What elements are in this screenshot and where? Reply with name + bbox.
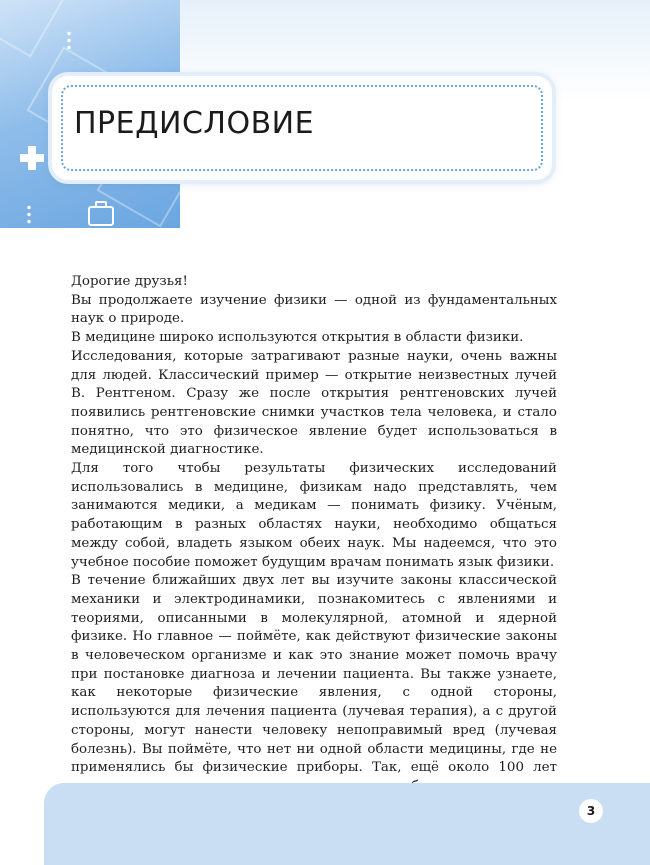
medical-case-icon — [88, 206, 114, 226]
body-text — [71, 273, 557, 834]
hexagon-shape — [0, 0, 68, 58]
paragraph: В течение ближайших двух лет вы изучите законы классической механики и электродинамики, познакомитесь с явлениями и теориями, описанными в молекулярной, атомной и ядерной физике. Но главное — поймёте, как действуют физические законы в человеческом организме и как это знание может помочь врачу при постановке диагноза и лечении пациента. Вы также узнаете, как некоторые физические явления, с одной стороны, используются для лечения пациента (лучевая терапия), а с другой стороны, могут нанести человеку непоправимый вред (лучевая болезнь). Вы поймёте, что нет ни одной области медицины, где не применялись бы физические приборы. Так, ещё около 100 лет — [71, 573, 557, 776]
paragraph: В медицине широко используются открытия в области физики. — [71, 330, 524, 346]
paragraph: Вы продолжаете изучение физики — одной из фундаментальных наук о природе. — [71, 292, 557, 327]
footer-band — [44, 783, 650, 865]
paragraph: Для того чтобы результаты физических исследований использовались в медицине, физикам надо представлять, чем занимаются медики, а медикам — понимать физику. Учёным, работающим в разных областях науки, необходимо общаться между собой, владеть языком обеих наук. Мы надеемся, что это учебное пособие поможет будущим врачам понимать язык физики. — [71, 461, 557, 570]
title-box — [52, 76, 552, 180]
page-title: ПРЕДИСЛОВИЕ — [74, 106, 315, 141]
paragraph-greeting: Дорогие друзья! — [71, 274, 188, 289]
dots-decoration — [26, 204, 32, 226]
paragraph: Исследования, которые затрагивают разные науки, очень важны для людей. Классический пример — открытие неизвестных лучей В. Рентгеном. Сразу же после открытия рентгеновских лучей появились рентгеновские снимки участков тела человека, и стало понятно, что это физическое явление будет использоваться в медицинской диагностике. — [71, 348, 557, 458]
medical-cross-icon — [20, 146, 44, 170]
dots-decoration — [66, 30, 72, 52]
page-number: 3 — [579, 799, 603, 823]
